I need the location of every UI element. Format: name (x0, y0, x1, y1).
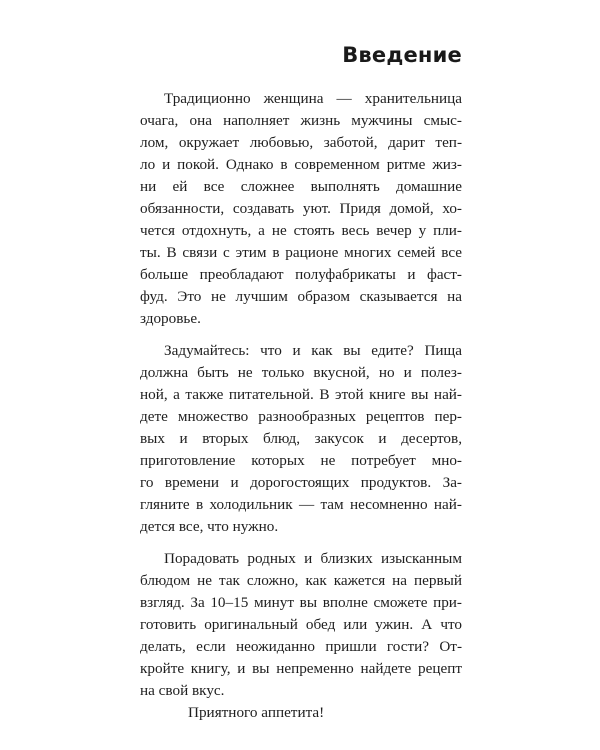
text-line: дется все, что нужно. (140, 518, 279, 535)
text-line: обязанности, создавать уют. Придя домой, хо- (140, 200, 462, 217)
text-line: ни ей все сложнее выполнять домашние (140, 178, 462, 195)
body-text (140, 88, 462, 724)
text-line: блюдом не так сложно, как кажется на первый (140, 572, 462, 589)
text-line: вых и вторых блюд, закусок и десертов, (140, 430, 462, 447)
text-line: готовить оригинальный обед или ужин. А что (140, 616, 462, 633)
text-line: ло и покой. Однако в современном ритме жиз- (140, 156, 462, 173)
text-line: фуд. Это не лучшим образом сказывается на (140, 288, 462, 305)
chapter-heading: Введение (342, 43, 462, 67)
text-line: здоровье. (140, 310, 201, 327)
text-line: делать, если неожиданно пришли гости? От- (140, 638, 462, 655)
text-line: кройте книгу, и вы непременно найдете рецепт (140, 660, 462, 677)
text-line: должна быть не только вкусной, но и полез- (140, 364, 462, 381)
text-line: дете множество разнообразных рецептов пер- (140, 408, 462, 425)
text-line: лом, окружает любовью, заботой, дарит теп- (140, 134, 462, 151)
text-line: больше преобладают полуфабрикаты и фаст- (140, 266, 462, 283)
closing-line: Приятного аппетита! (188, 704, 325, 721)
text-line: взгляд. За 10–15 минут вы вполне сможете при- (140, 594, 462, 611)
text-line: на свой вкус. (140, 682, 225, 699)
text-line: приготовление которых не потребует мно- (140, 452, 462, 469)
paragraph-1 (140, 88, 462, 330)
text-line: Традиционно женщина — хранительница (164, 90, 462, 107)
text-line: Порадовать родных и близких изысканным (164, 550, 462, 567)
paragraph-3 (140, 548, 462, 702)
text-line: Задумайтесь: что и как вы едите? Пища (164, 342, 462, 359)
text-line: чется отдохнуть, а не стоять весь вечер у пли- (140, 222, 462, 239)
paragraph-2 (140, 340, 462, 538)
text-line: ной, а также питательной. В этой книге вы най- (140, 386, 462, 403)
text-line: гляните в холодильник — там несомненно най- (140, 496, 462, 513)
text-line: ты. В связи с этим в рационе многих семей все (140, 244, 462, 261)
text-line: очага, она наполняет жизнь мужчины смыс- (140, 112, 462, 129)
text-line: го времени и дорогостоящих продуктов. За- (140, 474, 462, 491)
